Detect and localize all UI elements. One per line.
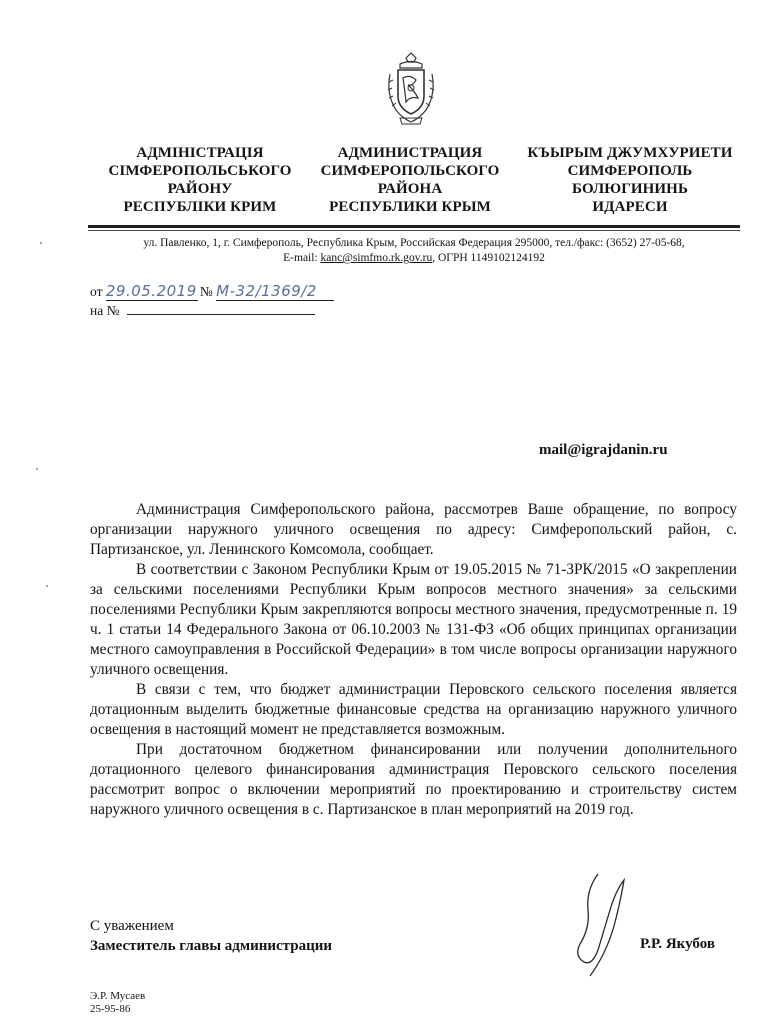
ogrn-text: , ОГРН 1149102124192 — [432, 252, 545, 264]
body-paragraph: При достаточном бюджетном финансировании или получении дополнительного дотационного целевого финансирования администрация Перовского сельского поселения рассмотрит вопрос о включении мероприятий по проектированию и строительству систем наружного уличного освещения в с. Партизанское в план мероприятий на 2019 год. — [90, 741, 737, 818]
header-divider-thick — [88, 225, 740, 228]
header-ua-line: РЕСПУБЛІКИ КРИМ — [123, 199, 277, 215]
scan-speck — [36, 468, 38, 470]
crimea-coat-of-arms-icon — [386, 52, 436, 126]
office-email-link[interactable]: kanc@simfmo.rk.gov.ru — [320, 252, 433, 264]
letter-number: М-32/1369/2 — [216, 282, 334, 301]
number-label: № — [199, 284, 213, 299]
body-paragraph: Администрация Симферопольского района, рассмотрев Ваше обращение, по вопросу организации наружного уличного освещения по адресу: Симферопольский район, с. Партизанское, ул. Ленинского Комсомола, сообщает. — [90, 501, 737, 558]
header-ru-line: СИМФЕРОПОЛЬСКОГО — [320, 163, 500, 179]
header-ru-line: АДМИНИСТРАЦИЯ — [337, 145, 483, 161]
header-ua-line: СІМФЕРОПОЛЬСЬКОГО — [108, 163, 292, 179]
from-label: от — [90, 284, 103, 299]
scan-speck — [46, 585, 48, 587]
header-ukrainian — [86, 144, 314, 216]
signer-position: Заместитель главы администрации — [90, 938, 333, 954]
header-ru-line: РЕСПУБЛИКИ КРЫМ — [329, 199, 491, 215]
header-crimean-tatar — [512, 144, 748, 216]
header-crh-line: ИДАРЕСИ — [592, 199, 668, 215]
executor-name: Э.Р. Мусаев — [90, 990, 146, 1002]
header-ru-line: РАЙОНА — [377, 181, 443, 197]
letter-body — [90, 500, 737, 820]
outgoing-reference — [90, 282, 334, 301]
header-crh-line: КЪЫРЫМ ДЖУМХУРИЕТИ — [527, 145, 733, 161]
handwritten-signature — [540, 870, 660, 980]
header-crh-line: БОЛЮГИНИНЬ — [572, 181, 688, 197]
executor-phone: 25-95-86 — [90, 1003, 131, 1015]
recipient-email: mail@igrajdanin.ru — [539, 442, 668, 458]
header-crh-line: СИМФЕРОПОЛЬ — [567, 163, 693, 179]
header-divider-thin — [88, 230, 740, 231]
header-russian — [300, 144, 520, 216]
contact-line — [88, 251, 740, 266]
regards-text: С уважением — [90, 918, 174, 934]
to-number-label: на № — [90, 303, 120, 318]
scan-speck — [40, 242, 42, 244]
body-paragraph: В соответствии с Законом Республики Крым от 19.05.2015 № 71-ЗРК/2015 «О закреплении за сельскими поселениями Республики Крым вопросов местного значения» за сельскими поселениями Республики Крым закрепляются вопросы местного значения, предусмотренные п. 19 ч. 1 статьи 14 Федерального Закона от 06.10.2003 № 131-ФЗ «Об общих принципах организации местного самоуправления в Российской Федерации» в том числе вопросы организации наружного уличного освещения. — [90, 561, 737, 678]
closing-block — [90, 916, 332, 956]
header-ua-line: РАЙОНУ — [167, 181, 233, 197]
incoming-reference — [90, 302, 315, 319]
letter-date: 29.05.2019 — [105, 282, 197, 300]
signer-name: Р.Р. Якубов — [640, 936, 715, 952]
executor-block — [90, 990, 145, 1016]
header-ua-line: АДМІНІСТРАЦІЯ — [136, 145, 264, 161]
address-block — [88, 236, 740, 266]
body-paragraph: В связи с тем, что бюджет администрации Перовского сельского поселения является дотационным выделить бюджетные финансовые средства на организацию наружного уличного освещения в настоящий момент не представляется возможным. — [90, 681, 737, 738]
incoming-number-blank — [127, 302, 315, 315]
address-line: ул. Павленко, 1, г. Симферополь, Республика Крым, Российская Федерация 295000, тел./факс: (3652) 27-05-68, — [143, 237, 685, 249]
email-label: E-mail: — [283, 252, 321, 264]
